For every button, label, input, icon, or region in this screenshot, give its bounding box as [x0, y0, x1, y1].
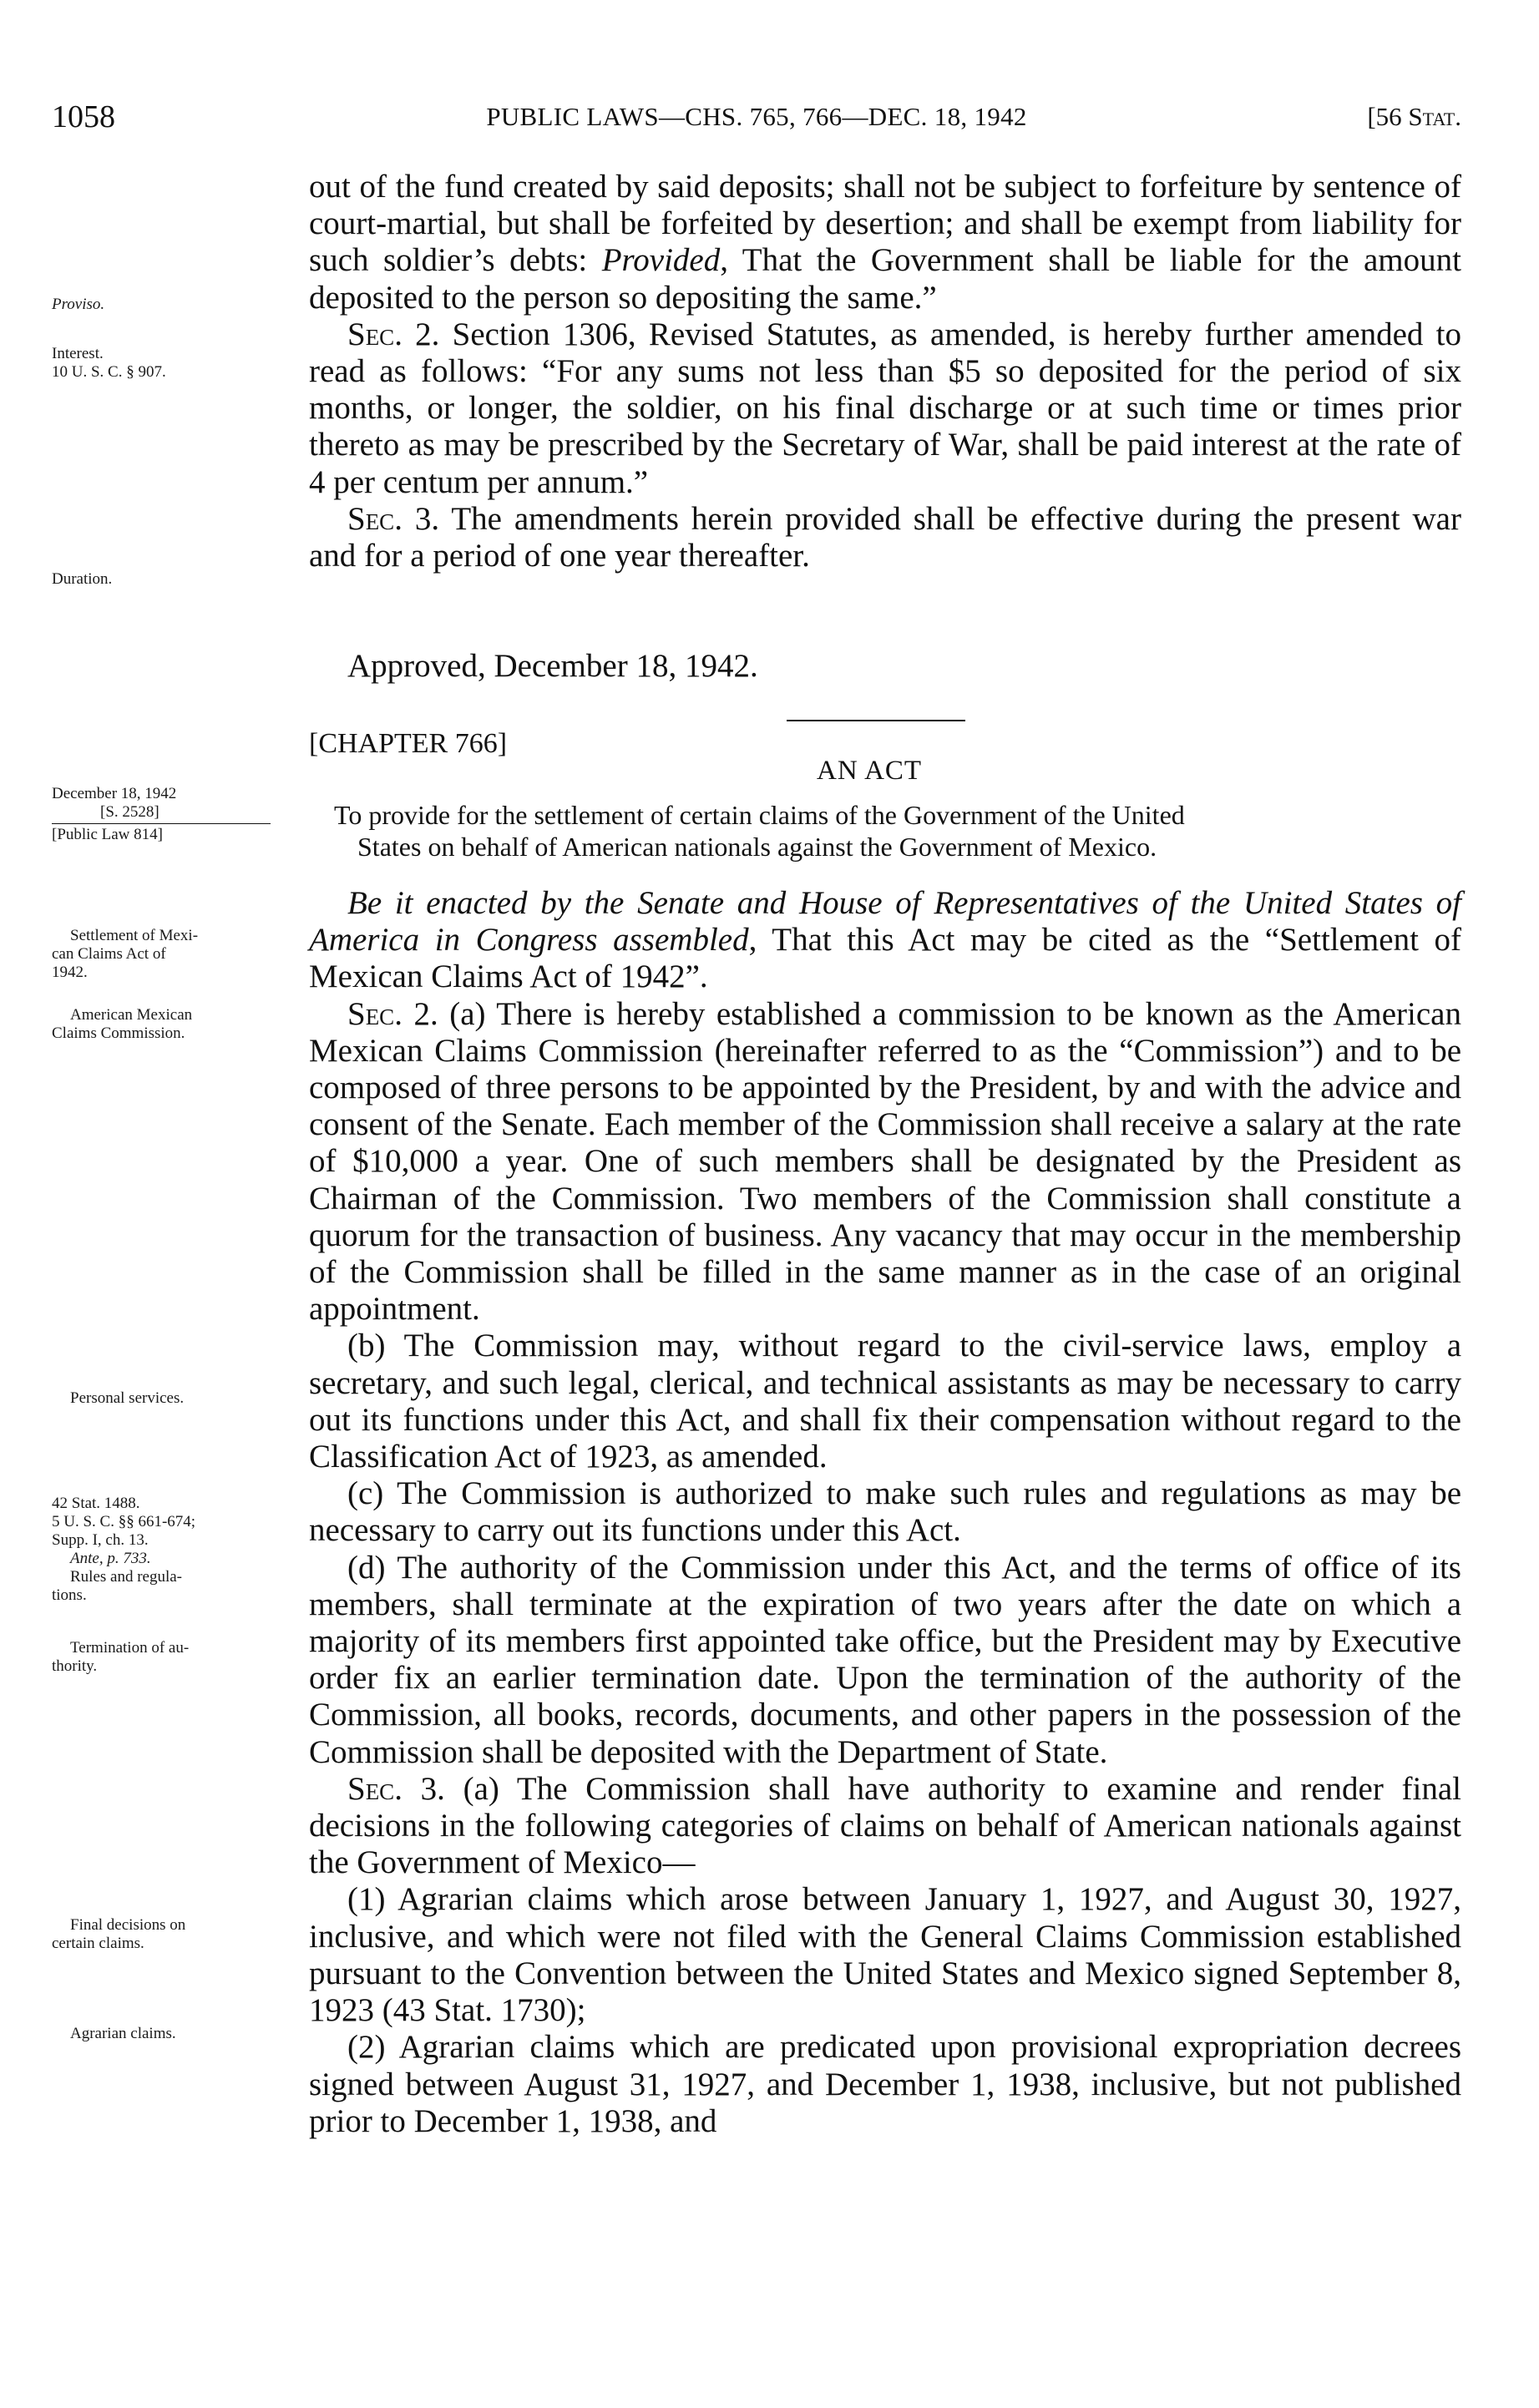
section-3a-paragraph	[309, 1771, 1461, 1882]
volume-reference: [56 Stat.	[1367, 102, 1461, 131]
margin-note-termination	[52, 1639, 302, 1676]
margin-note-line: 42 Stat. 1488.	[52, 1495, 140, 1512]
margin-note-line: Duration.	[52, 570, 113, 588]
text-run: (a) The Commission shall have authority to examine and render final decisions in the following categories of claims on behalf of American nationals against the Government of Mexico—	[309, 1770, 1461, 1881]
margin-note-duration	[52, 570, 302, 589]
margin-note-line: Supp. I, ch. 13.	[52, 1531, 149, 1549]
section-2c-paragraph: (c) The Commission is authorized to make such rules and regulations as may be necessary to carry out its functions under this Act.	[309, 1475, 1461, 1549]
margin-note-line: can Claims Act of	[52, 945, 166, 963]
margin-note-line: Interest.	[52, 345, 104, 362]
margin-note-line: Proviso.	[52, 296, 105, 313]
margin-note-rules	[52, 1568, 302, 1605]
margin-note-line: Personal services.	[70, 1389, 185, 1407]
section-label: Sec. 3.	[347, 1770, 445, 1807]
enacting-clause: Be it enacted by the Senate and House of Representatives of the United States of America in Congress assembled	[309, 885, 1461, 959]
margin-note-line: [S. 2528]	[100, 803, 159, 821]
margin-note-citations	[52, 1495, 302, 1568]
text-run: out of the fund created by said deposits; shall not be subject to forfeiture by sentence of court-martial, but shall be forfeited by desertion; and shall be exempt from liability for such soldier’s debts:	[309, 169, 1461, 279]
divider-rule	[787, 720, 965, 721]
margin-note-proviso	[52, 296, 302, 314]
margin-note-line: Claims Commission.	[52, 1024, 185, 1042]
section-2-paragraph	[309, 316, 1461, 501]
purpose-line: To provide for the settlement of certain claims of the Government of the United	[334, 800, 1185, 830]
act-heading: AN ACT	[817, 756, 923, 786]
text-run: The amendments herein provided shall be effective during the present war and for a period of one year thereafter.	[309, 500, 1461, 574]
margin-note-line: [Public Law 814]	[52, 823, 271, 844]
page-number: 1058	[52, 99, 115, 134]
margin-note-line: 5 U. S. C. §§ 661-674;	[52, 1513, 196, 1530]
text-run: Section 1306, Revised Statutes, as amended, is hereby further amended to read as follows: “For any sums not less than $5 so deposited for the period of six months, or longer, the soldier, on his final discharge or at such time or times prior thereto as may be prescribed by the Secretary of War, shall be paid interest at the rate of 4 per centum per annum.”	[309, 316, 1461, 500]
margin-note-line: 10 U. S. C. § 907.	[52, 363, 166, 381]
margin-note-line: Final decisions on	[70, 1916, 186, 1934]
running-head: PUBLIC LAWS—CHS. 765, 766—DEC. 18, 1942	[486, 102, 1027, 131]
purpose-line: States on behalf of American nationals against the Government of Mexico.	[357, 832, 1157, 862]
margin-note-line: 1942.	[52, 964, 88, 981]
act-purpose	[334, 799, 1461, 863]
margin-note-personal-services	[52, 1389, 302, 1408]
section-label: Sec. 2.	[347, 995, 438, 1032]
enacting-paragraph	[309, 885, 1461, 996]
section-2a-paragraph	[309, 996, 1461, 1328]
margin-note-line: certain claims.	[52, 1935, 144, 1952]
chapter-765-text	[309, 169, 1461, 574]
margin-note-line: American Mexican	[70, 1006, 193, 1024]
text-run: , That the Government shall be liable for the amount deposited to the person so depositing the same.”	[309, 242, 1461, 316]
approval-line: Approved, December 18, 1942.	[347, 648, 758, 684]
text-run: , That this Act may be cited as the “Settlement of Mexican Claims Act of 1942”.	[309, 922, 1461, 995]
paragraph-fund	[309, 169, 1461, 316]
proviso-term: Provided	[601, 242, 721, 279]
section-2d-paragraph: (d) The authority of the Commission under this Act, and the terms of office of its members, shall terminate at the expiration of two years after the date on which a majority of its members first appointed take office, but the President may by Executive order fix an earlier termination date. Upon the termination of the authority of the Commission, all books, records, documents, and other papers in the possession of the Commission shall be deposited with the Department of State.	[309, 1549, 1461, 1770]
section-label: Sec. 2.	[347, 316, 440, 352]
margin-note-line: Agrarian claims.	[70, 2025, 176, 2042]
margin-note-line: Ante, p. 733.	[70, 1550, 151, 1567]
section-label: Sec. 3.	[347, 500, 440, 537]
agrarian-item-1: (1) Agrarian claims which arose between January 1, 1927, and August 30, 1927, inclusive, and which were not filed with the General Claims Commission established pursuant to the Convention between the United States and Mexico signed September 8, 1923 (43 Stat. 1730);	[309, 1881, 1461, 2029]
margin-note-enactment	[52, 785, 302, 844]
margin-note-line: thority.	[52, 1657, 98, 1675]
margin-note-line: Termination of au-	[70, 1639, 190, 1657]
margin-note-short-title	[52, 927, 302, 982]
agrarian-item-2: (2) Agrarian claims which are predicated upon provisional expropriation decrees signed between August 31, 1927, and December 1, 1938, inclusive, but not published prior to December 1, 1938, and	[309, 2029, 1461, 2139]
chapter-766-text	[309, 885, 1461, 2140]
margin-note-line: Settlement of Mexi-	[70, 927, 199, 944]
section-2b-paragraph: (b) The Commission may, without regard to the civil-service laws, employ a secretary, and such legal, clerical, and technical assistants as may be necessary to carry out its functions under this Act, and shall fix their compensation without regard to the Classification Act of 1923, as amended.	[309, 1328, 1461, 1475]
margin-note-agrarian	[52, 2025, 302, 2043]
page-header	[52, 99, 1461, 140]
section-3-paragraph	[309, 501, 1461, 574]
margin-note-line: tions.	[52, 1586, 87, 1604]
margin-note-final-decisions	[52, 1916, 302, 1953]
chapter-heading: [CHAPTER 766]	[309, 728, 508, 759]
margin-note-commission	[52, 1006, 302, 1043]
text-run: (a) There is hereby established a commission to be known as the American Mexican Claims Commission (hereinafter referred to as the “Commission”) and to be composed of three persons to be appointed by the President, by and with the advice and consent of the Senate. Each member of the Commission shall receive a salary at the rate of $10,000 a year. One of such members shall be designated by the President as Chairman of the Commission. Two members of the Commission shall constitute a quorum for the transaction of business. Any vacancy that may occur in the membership of the Commission shall be filled in the same manner as in the case of an original appointment.	[309, 995, 1461, 1328]
margin-note-interest	[52, 345, 302, 382]
margin-note-line: December 18, 1942	[52, 785, 177, 802]
margin-note-line: Rules and regula-	[70, 1568, 183, 1586]
